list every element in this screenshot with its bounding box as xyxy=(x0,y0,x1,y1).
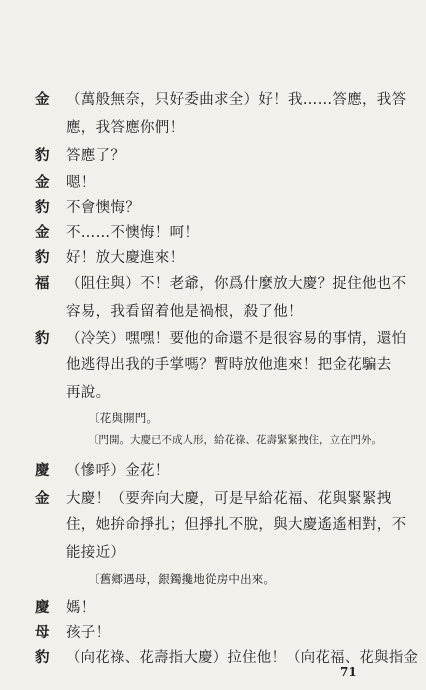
dialogue-line: 答應了？ xyxy=(66,148,126,164)
dialogue-line: 好！放大慶進來！ xyxy=(66,250,185,266)
dialogue-line: （萬般無奈，只好委曲求全）好！我……答應，我答 xyxy=(66,92,407,108)
speaker-bao: 豹 xyxy=(35,249,50,266)
speaker-bao: 豹 xyxy=(35,199,50,216)
speaker-jin: 金 xyxy=(35,224,50,241)
speaker-jin: 金 xyxy=(35,490,50,507)
speaker-mu: 母 xyxy=(35,624,50,641)
speaker-qing: 慶 xyxy=(35,599,50,616)
speaker-jin: 金 xyxy=(35,174,50,191)
dialogue-line: 再說。 xyxy=(66,385,111,401)
dialogue-line: （慘呼）金花！ xyxy=(66,463,170,479)
speaker-bao: 豹 xyxy=(35,330,50,347)
dialogue-line: 不……不懊悔！呵！ xyxy=(66,225,200,241)
stage-direction: 〔花與開門。 xyxy=(88,411,159,425)
dialogue-line: 容易，我看留着他是禍根，殺了他！ xyxy=(66,304,303,320)
page-number: 71 xyxy=(340,665,357,679)
dialogue-line: 孩子！ xyxy=(66,625,111,641)
dialogue-line: （阻住與）不！老爺，你爲什麼放大慶？捉住他也不 xyxy=(66,276,407,292)
speaker-bao: 豹 xyxy=(35,147,50,164)
dialogue-line: 嗯！ xyxy=(66,175,96,191)
dialogue-line: 他逃得出我的手掌嗎？暫時放他進來！把金花騙去 xyxy=(66,357,392,373)
dialogue-line: 住，她拚命掙扎；但掙扎不脫，與大慶遙遙相對，不 xyxy=(66,517,407,533)
speaker-qing: 慶 xyxy=(35,462,50,479)
dialogue-line: 大慶！（要奔向大慶，可是早給花福、花與緊緊拽 xyxy=(66,491,392,507)
speaker-fu: 福 xyxy=(35,275,50,292)
dialogue-line: 應，我答應你們！ xyxy=(66,120,185,136)
dialogue-line: 媽！ xyxy=(66,600,96,616)
dialogue-line: 能接近） xyxy=(66,545,126,561)
dialogue-line: 不會懊悔？ xyxy=(66,200,140,216)
dialogue-line: （向花祿、花壽指大慶）拉住他！（向花福、花與指金 xyxy=(66,650,419,666)
stage-direction: 〔門開。大慶已不成人形，給花祿、花壽緊緊拽住，立在門外。 xyxy=(88,434,382,446)
speaker-bao: 豹 xyxy=(35,649,50,666)
dialogue-line: （冷笑）嘿嘿！要他的命還不是很容易的事情，還怕 xyxy=(66,331,407,347)
stage-direction: 〔舊鄉遇母，銀鐲攙地從房中出來。 xyxy=(88,572,276,586)
speaker-jin: 金 xyxy=(35,91,50,108)
